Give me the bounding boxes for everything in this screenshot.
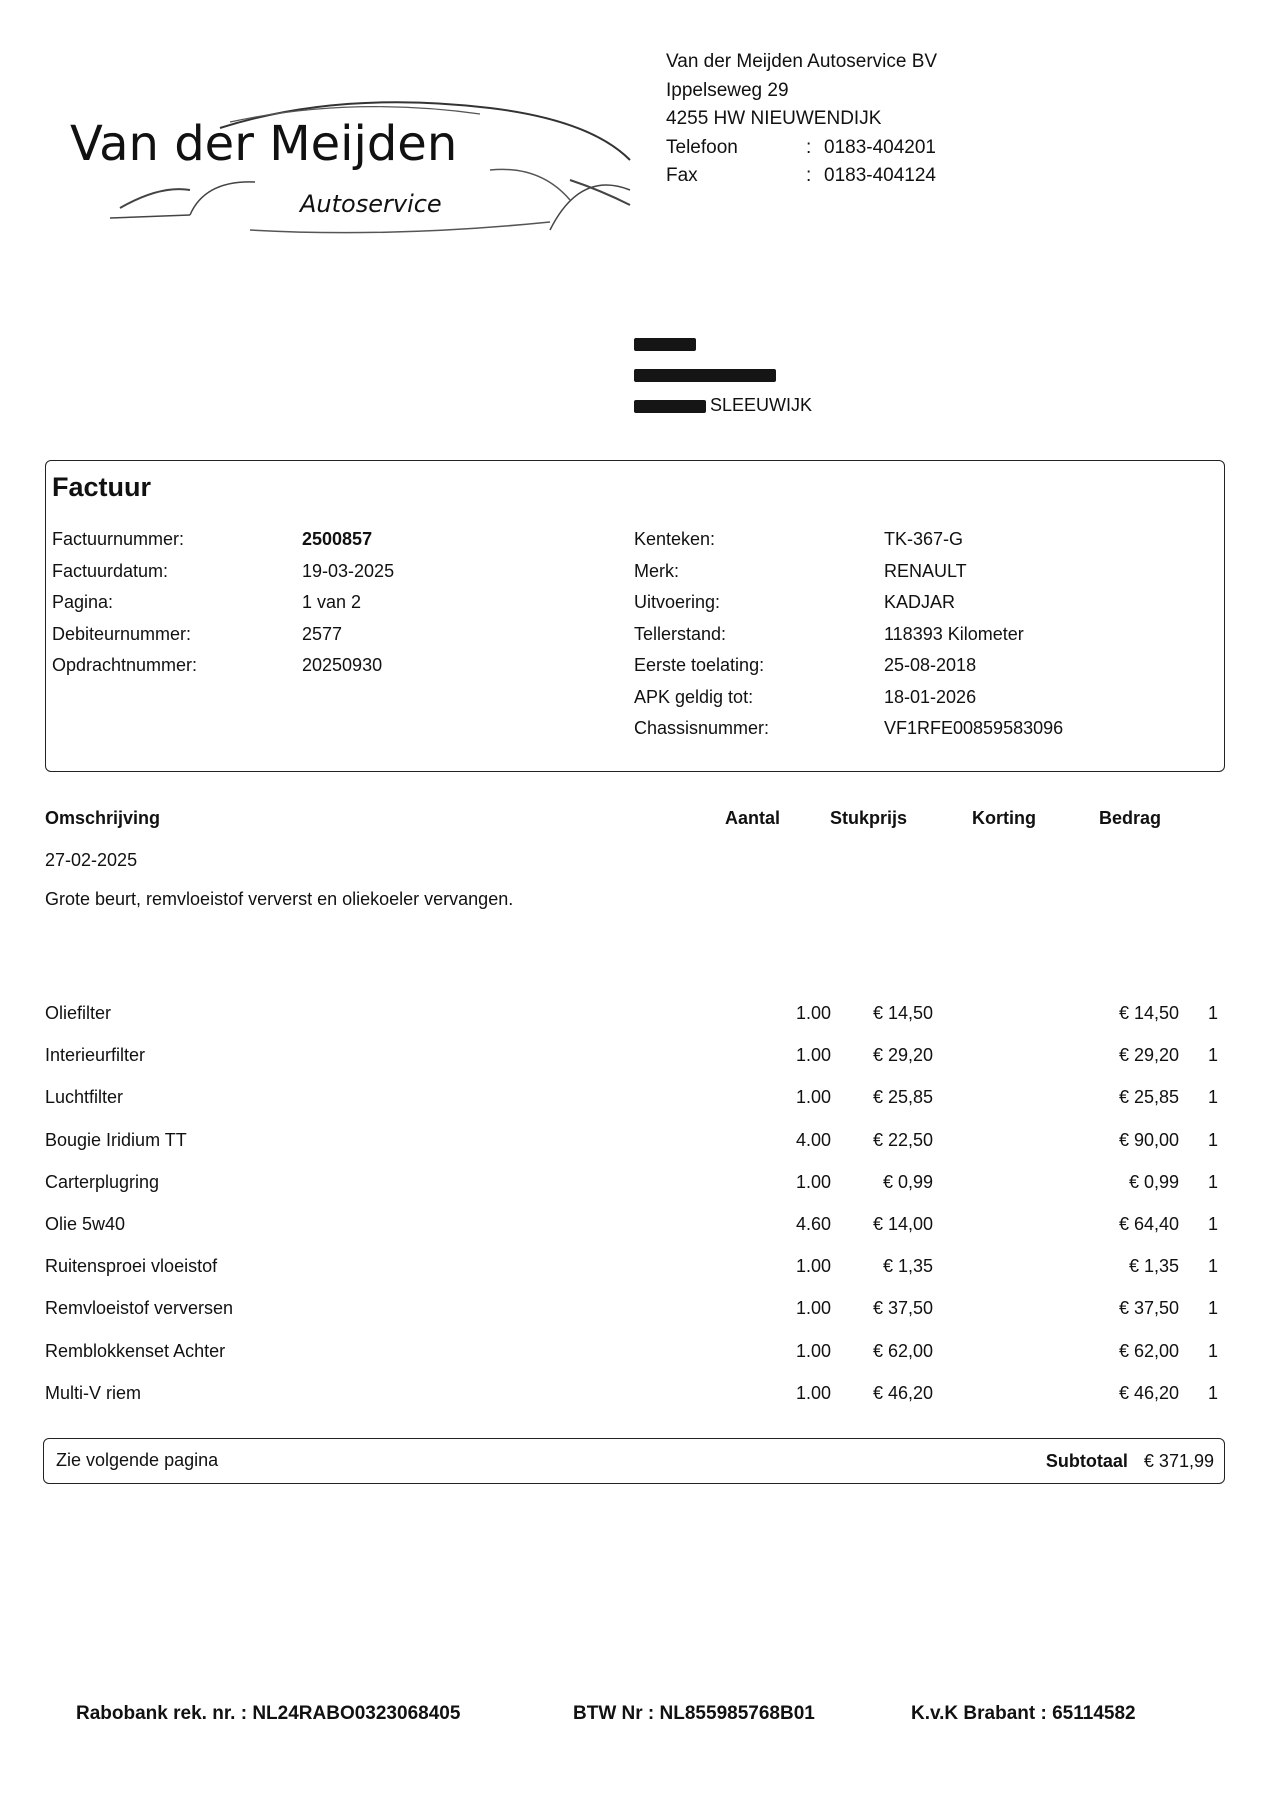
item-amount: € 14,50	[1118, 1003, 1179, 1023]
redacted-name	[634, 338, 696, 351]
item-code: 1	[1207, 1256, 1218, 1277]
logo-tagline: Autoservice	[300, 190, 442, 218]
invoice-date-value: 19-03-2025	[302, 560, 395, 581]
company-address	[666, 48, 937, 191]
item-name: Remblokkenset Achter	[45, 1340, 226, 1361]
order-number-label: Opdrachtnummer:	[52, 655, 198, 675]
invoice-number-value: 2500857	[302, 529, 373, 549]
item-code: 1	[1207, 1087, 1218, 1108]
item-name: Olie 5w40	[45, 1213, 126, 1234]
table-row	[45, 1130, 1225, 1172]
item-amount: € 62,00	[1118, 1340, 1179, 1361]
item-code: 1	[1207, 1213, 1218, 1234]
item-price: € 0,99	[882, 1171, 933, 1192]
recipient-city: SLEEUWIJK	[710, 395, 813, 415]
work-date: 27-02-2025	[45, 850, 138, 870]
item-code: 1	[1207, 1045, 1218, 1066]
table-row	[45, 1172, 1225, 1214]
item-code: 1	[1207, 1003, 1218, 1023]
chassis-number-label: Chassisnummer:	[634, 718, 770, 738]
item-name: Remvloeistof verversen	[45, 1298, 234, 1319]
table-row	[45, 1214, 1225, 1256]
item-price: € 62,00	[872, 1340, 933, 1361]
item-qty: 4.60	[795, 1213, 831, 1234]
odometer-label: Tellerstand:	[634, 623, 727, 644]
model-label: Uitvoering:	[634, 592, 721, 612]
phone-row	[666, 134, 937, 163]
table-row	[45, 1087, 1225, 1129]
item-qty: 1.00	[795, 1003, 831, 1023]
subtotal-box	[43, 1438, 1225, 1484]
item-price: € 37,50	[872, 1298, 933, 1319]
item-qty: 1.00	[795, 1298, 831, 1319]
fax-label: Fax	[666, 165, 698, 186]
item-qty: 1.00	[795, 1045, 831, 1066]
item-price: € 14,50	[872, 1003, 933, 1023]
invoice-date-label: Factuurdatum:	[52, 560, 169, 581]
item-price: € 22,50	[872, 1129, 933, 1150]
chassis-number-value: VF1RFE00859583096	[884, 718, 1064, 738]
redacted-street	[634, 369, 776, 382]
license-plate-value: TK-367-G	[884, 529, 964, 549]
item-qty: 1.00	[795, 1340, 831, 1361]
header-discount: Korting	[972, 808, 1036, 828]
item-price: € 29,20	[872, 1045, 933, 1066]
phone-colon: :	[806, 136, 812, 158]
item-code: 1	[1207, 1298, 1218, 1319]
item-amount: € 0,99	[1128, 1171, 1179, 1192]
item-code: 1	[1207, 1171, 1218, 1192]
item-amount: € 64,40	[1118, 1213, 1179, 1234]
license-plate-label: Kenteken:	[634, 529, 716, 549]
invoice-number-label: Factuurnummer:	[52, 529, 185, 549]
table-row	[45, 1298, 1225, 1340]
item-amount: € 1,35	[1128, 1256, 1179, 1277]
item-amount: € 46,20	[1118, 1382, 1179, 1403]
item-name: Luchtfilter	[45, 1087, 124, 1108]
odometer-value: 118393 Kilometer	[884, 623, 1024, 644]
item-amount: € 25,85	[1118, 1087, 1179, 1108]
subtotal-row	[1046, 1451, 1214, 1472]
see-next-page-note: Zie volgende pagina	[56, 1450, 219, 1470]
brand-label: Merk:	[634, 560, 679, 581]
company-logo	[70, 90, 650, 260]
item-name: Carterplugring	[45, 1171, 160, 1192]
item-code: 1	[1207, 1382, 1218, 1403]
item-code: 1	[1207, 1340, 1218, 1361]
item-qty: 1.00	[795, 1256, 831, 1277]
line-items	[45, 1003, 1225, 1425]
item-price: € 14,00	[872, 1213, 933, 1234]
recipient-address	[634, 328, 812, 421]
first-registration-label: Eerste toelating:	[634, 655, 765, 675]
work-description: Grote beurt, remvloeistof ververst en oliekoeler vervangen.	[45, 889, 514, 909]
brand-value: RENAULT	[884, 560, 967, 581]
page-value: 1 van 2	[302, 592, 362, 612]
company-name: Van der Meijden Autoservice BV	[666, 51, 938, 72]
item-price: € 46,20	[872, 1382, 933, 1403]
item-name: Bougie Iridium TT	[45, 1129, 187, 1150]
fax-value: 0183-404124	[824, 165, 936, 186]
table-row	[45, 1256, 1225, 1298]
fax-row	[666, 162, 937, 191]
item-price: € 25,85	[872, 1087, 933, 1108]
page-label: Pagina:	[52, 592, 114, 612]
table-row	[45, 1003, 1225, 1045]
apk-valid-label: APK geldig tot:	[634, 686, 754, 707]
item-price: € 1,35	[882, 1256, 933, 1277]
item-name: Oliefilter	[45, 1003, 112, 1023]
item-qty: 1.00	[795, 1171, 831, 1192]
item-amount: € 90,00	[1118, 1129, 1179, 1150]
phone-label: Telefoon	[666, 136, 738, 158]
table-row	[45, 1045, 1225, 1087]
item-code: 1	[1207, 1129, 1218, 1150]
header-description: Omschrijving	[45, 808, 161, 828]
item-name: Multi-V riem	[45, 1382, 142, 1403]
table-row	[45, 1341, 1225, 1383]
item-qty: 4.00	[795, 1129, 831, 1150]
header-amount: Bedrag	[1099, 808, 1162, 828]
item-name: Ruitensproei vloeistof	[45, 1256, 218, 1277]
redacted-postcode	[634, 400, 706, 413]
bank-account: Rabobank rek. nr. : NL24RABO0323068405	[76, 1703, 461, 1724]
invoice-details-left	[52, 524, 394, 682]
order-number-value: 20250930	[302, 655, 383, 675]
kvk-number: K.v.K Brabant : 65114582	[911, 1703, 1136, 1724]
table-row	[45, 1383, 1225, 1425]
vat-number: BTW Nr : NL855985768B01	[573, 1703, 815, 1724]
subtotal-value: € 371,99	[1143, 1451, 1214, 1471]
company-street: Ippelseweg 29	[666, 79, 789, 101]
vehicle-details	[634, 524, 1063, 745]
company-city: 4255 HW NIEUWENDIJK	[666, 108, 882, 129]
item-amount: € 37,50	[1118, 1298, 1179, 1319]
phone-value: 0183-404201	[824, 136, 936, 158]
debtor-number-value: 2577	[302, 623, 343, 644]
item-name: Interieurfilter	[45, 1045, 146, 1066]
logo-name: Van der Meijden	[70, 116, 458, 172]
header-unit-price: Stukprijs	[830, 808, 908, 828]
first-registration-value: 25-08-2018	[884, 655, 977, 675]
debtor-number-label: Debiteurnummer:	[52, 623, 192, 644]
header-qty: Aantal	[725, 808, 781, 828]
invoice-title: Factuur	[52, 472, 152, 502]
car-outline-icon	[70, 90, 650, 260]
subtotal-label: Subtotaal	[1045, 1451, 1128, 1471]
model-value: KADJAR	[884, 592, 956, 612]
fax-colon: :	[806, 165, 812, 186]
item-qty: 1.00	[795, 1087, 831, 1108]
item-qty: 1.00	[795, 1382, 831, 1403]
apk-valid-value: 18-01-2026	[884, 686, 977, 707]
item-amount: € 29,20	[1118, 1045, 1179, 1066]
